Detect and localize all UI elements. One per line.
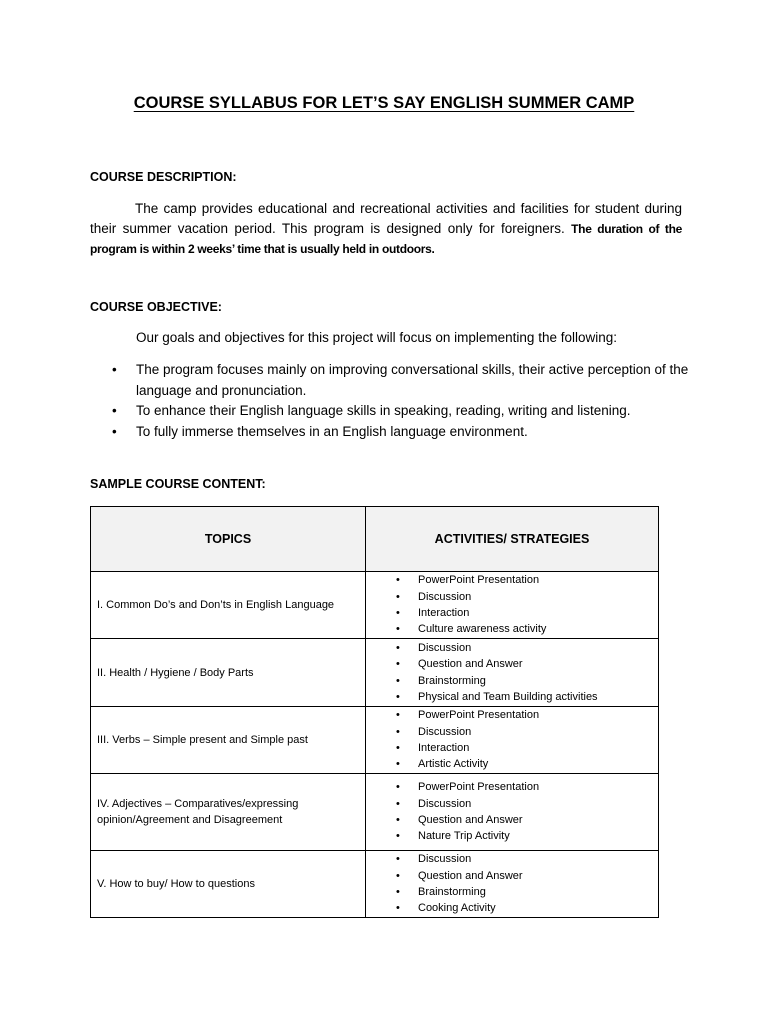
topic-cell: I. Common Do’s and Don’ts in English Language [91,572,366,639]
course-description-heading: COURSE DESCRIPTION: [90,170,237,184]
table-row [91,572,659,639]
activity-item: • Question and Answer [366,656,658,672]
activity-item: • Physical and Team Building activities [366,689,658,705]
topic-cell: III. Verbs – Simple present and Simple past [91,707,366,774]
activities-header: ACTIVITIES/ STRATEGIES [366,507,659,572]
activity-item: • Culture awareness activity [366,621,658,637]
table-row [91,851,659,918]
activity-item: • Discussion [366,796,658,812]
objective-item: • The program focuses mainly on improving conversational skills, their active perception of the language and pronunciation. [90,360,690,401]
objective-item: • To fully immerse themselves in an English language environment. [90,422,690,443]
course-objective-intro: Our goals and objectives for this project will focus on implementing the following: [136,330,617,345]
table-row [91,707,659,774]
activities-list [366,640,658,705]
activities-cell [366,572,659,639]
activities-list [366,851,658,916]
sample-course-content-heading: SAMPLE COURSE CONTENT: [90,477,266,491]
activity-item: • Question and Answer [366,812,658,828]
course-objective-heading: COURSE OBJECTIVE: [90,300,222,314]
activities-list [366,707,658,772]
document-title-text: COURSE SYLLABUS FOR LET’S SAY ENGLISH SUMMER CAMP [133,94,635,112]
activity-item: • Nature Trip Activity [366,828,658,844]
activities-list [366,572,658,637]
activity-item: • Artistic Activity [366,756,658,772]
topic-cell: II. Health / Hygiene / Body Parts [91,639,366,707]
objective-list [90,360,690,442]
course-description-main: The camp provides educational and recreational activities and facilities for student during their summer vacation period. This program is designed only for foreigners. [90,201,682,236]
activity-item: • Brainstorming [366,884,658,900]
activity-item: • Discussion [366,724,658,740]
activity-item: • Question and Answer [366,868,658,884]
activity-item: • Discussion [366,851,658,867]
activity-item: • Discussion [366,589,658,605]
activity-item: • Discussion [366,640,658,656]
activities-cell [366,851,659,918]
document-title [0,94,768,113]
activities-cell [366,774,659,851]
table-row [91,774,659,851]
course-description-duration: The duration of the program is within 2 weeks’ time that is usually held in outdoors. [90,222,682,256]
table-header-row [91,507,659,572]
topics-header: TOPICS [91,507,366,572]
activities-cell [366,639,659,707]
objective-item: • To enhance their English language skills in speaking, reading, writing and listening. [90,401,690,422]
activity-item: • PowerPoint Presentation [366,707,658,723]
activities-cell [366,707,659,774]
activities-list [366,779,658,844]
course-content-table [90,506,659,918]
activity-item: • PowerPoint Presentation [366,572,658,588]
topic-cell: V. How to buy/ How to questions [91,851,366,918]
activity-item: • PowerPoint Presentation [366,779,658,795]
course-description-text [90,199,682,259]
activity-item: • Interaction [366,605,658,621]
activity-item: • Interaction [366,740,658,756]
activity-item: • Cooking Activity [366,900,658,916]
activity-item: • Brainstorming [366,673,658,689]
topic-cell: IV. Adjectives – Comparatives/expressing opinion/Agreement and Disagreement [91,774,366,851]
table-row [91,639,659,707]
